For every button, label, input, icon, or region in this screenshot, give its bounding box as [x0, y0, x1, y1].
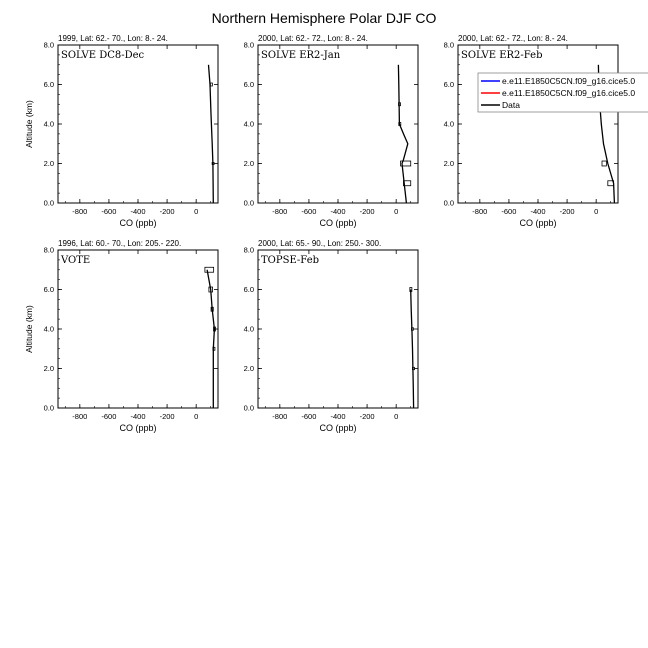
y-tick-label: 4.0 [443, 119, 454, 129]
panel-header: 1999, Lat: 62.- 70., Lon: 8.- 24. [58, 34, 168, 43]
y-tick-label: 2.0 [243, 159, 254, 168]
x-tick-label: -200 [559, 207, 575, 216]
panel-header: 2000, Lat: 62.- 72., Lon: 8.- 24. [258, 34, 368, 43]
y-tick-label: 6.0 [43, 285, 54, 294]
x-axis-label: CO (ppb) [119, 218, 157, 228]
y-tick-label: 0.0 [443, 198, 454, 208]
panel-2 [244, 34, 418, 228]
y-tick-label: 4.0 [43, 119, 54, 129]
panel-label: SOLVE ER2-Jan [261, 50, 341, 61]
y-axis-label: Altitude (km) [24, 305, 34, 353]
panel-label: TOPSE-Feb [261, 255, 320, 266]
x-tick-label: -600 [301, 412, 317, 421]
x-tick-label: 0 [194, 207, 199, 216]
x-tick-label: 0 [594, 207, 599, 216]
x-tick-label: -800 [72, 207, 88, 216]
y-tick-label: 8.0 [443, 40, 454, 50]
y-tick-label: 8.0 [243, 40, 254, 50]
x-tick-label: -200 [359, 207, 375, 216]
x-axis-label: CO (ppb) [519, 218, 557, 228]
y-tick-label: 4.0 [243, 324, 254, 334]
plot-frame [258, 45, 418, 203]
y-tick-label: 4.0 [43, 324, 54, 334]
panel-header: 1996, Lat: 60.- 70., Lon: 205.- 220. [58, 239, 182, 248]
plot-frame [58, 45, 218, 203]
x-tick-label: -600 [101, 207, 117, 216]
x-axis-label: CO (ppb) [319, 423, 357, 433]
y-tick-label: 2.0 [243, 364, 254, 373]
panel-label: SOLVE ER2-Feb [461, 50, 543, 61]
x-tick-label: -800 [72, 412, 88, 421]
data-box [205, 267, 214, 272]
x-tick-label: -800 [472, 207, 488, 216]
y-tick-label: 8.0 [43, 245, 54, 255]
panel-header: 2000, Lat: 65.- 90., Lon: 250.- 300. [258, 239, 382, 248]
x-tick-label: -600 [101, 412, 117, 421]
panel-4 [24, 239, 218, 433]
x-axis-label: CO (ppb) [319, 218, 357, 228]
panel-header: 2000, Lat: 62.- 72., Lon: 8.- 24. [458, 34, 568, 43]
y-tick-label: 2.0 [43, 159, 54, 168]
legend-label-1: e.e11.E1850C5CN.f09_g16.cice5.0 [502, 76, 636, 86]
y-tick-label: 8.0 [43, 40, 54, 50]
x-tick-label: -600 [301, 207, 317, 216]
x-tick-label: -400 [530, 207, 546, 216]
y-tick-label: 6.0 [243, 285, 254, 294]
panel-5 [244, 239, 418, 433]
data-box [210, 83, 212, 86]
x-tick-label: 0 [194, 412, 199, 421]
panel-3 [444, 34, 618, 228]
legend [478, 73, 648, 112]
x-tick-label: -400 [330, 412, 346, 421]
y-tick-label: 2.0 [443, 159, 454, 168]
x-tick-label: -400 [130, 207, 146, 216]
panel-label: SOLVE DC8-Dec [61, 50, 145, 61]
y-axis-label: Altitude (km) [24, 100, 34, 148]
x-tick-label: -200 [159, 207, 175, 216]
y-tick-label: 8.0 [243, 245, 254, 255]
x-tick-label: -400 [330, 207, 346, 216]
y-tick-label: 0.0 [43, 198, 54, 208]
panel-1 [24, 34, 218, 228]
y-tick-label: 0.0 [243, 403, 254, 413]
x-tick-label: 0 [394, 412, 399, 421]
x-tick-label: 0 [394, 207, 399, 216]
series-line-1 [411, 290, 414, 409]
y-tick-label: 0.0 [43, 403, 54, 413]
panel-label: VOTE [61, 255, 91, 266]
y-tick-label: 4.0 [243, 119, 254, 129]
y-tick-label: 2.0 [43, 364, 54, 373]
y-tick-label: 6.0 [43, 80, 54, 89]
figure-title: Northern Hemisphere Polar DJF CO [211, 10, 437, 26]
legend-label-2: e.e11.E1850C5CN.f09_g16.cice5.0 [502, 88, 636, 98]
x-axis-label: CO (ppb) [119, 423, 157, 433]
y-tick-label: 0.0 [243, 198, 254, 208]
plot-frame [458, 45, 618, 203]
x-tick-label: -200 [159, 412, 175, 421]
y-tick-label: 6.0 [443, 80, 454, 89]
plot-frame [58, 250, 218, 408]
x-tick-label: -600 [501, 207, 517, 216]
data-box [602, 161, 606, 166]
x-tick-label: -800 [272, 412, 288, 421]
legend-label-3: Data [502, 100, 520, 110]
x-tick-label: -200 [359, 412, 375, 421]
x-tick-label: -800 [272, 207, 288, 216]
y-tick-label: 6.0 [243, 80, 254, 89]
series-line-1 [207, 270, 214, 408]
plot-frame [258, 250, 418, 408]
x-tick-label: -400 [130, 412, 146, 421]
